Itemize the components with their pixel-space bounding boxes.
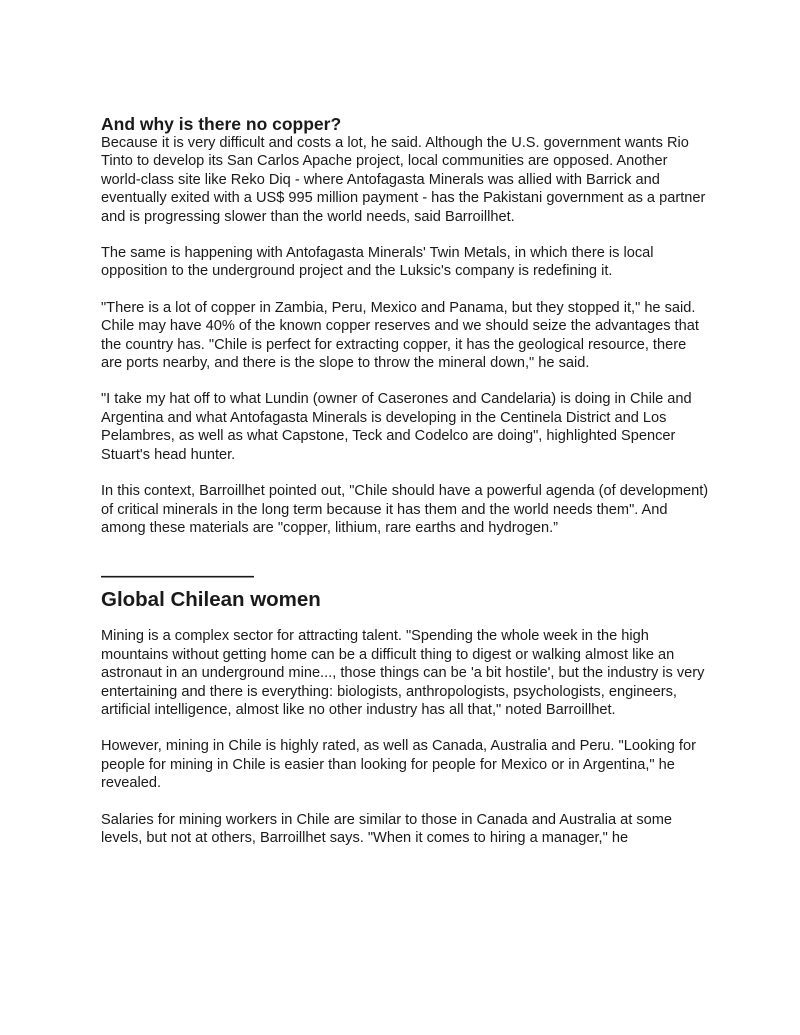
paragraph: Because it is very difficult and costs a lot, he said. Although the U.S. government wants Rio Tinto to develop its San Carlos Apache project, local communities are opposed. Another world-class site like Reko Diq - where Antofagasta Minerals was allied with Barrick and eventually exited with a US$ 995 million payment - has the Pakistani government as a partner and is progressing slower than the world needs, said Barroillhet. xyxy=(101,135,706,225)
paragraph: In this context, Barroillhet pointed out, "Chile should have a powerful agenda (of development) of critical minerals in the long term because it has them and the world needs them". And among these materials are "copper, lithium, rare earths and hydrogen.” xyxy=(101,483,709,536)
paragraph: "There is a lot of copper in Zambia, Peru, Mexico and Panama, but they stopped it," he said. xyxy=(101,299,696,316)
paragraph: Chile may have 40% of the known copper reserves and we should seize the advantages that the country has. "Chile is perfect for extracting copper, it has the geological resource, there are ports nearby, and there is the slope to throw the mineral down," he said. xyxy=(101,318,699,372)
paragraph: The same is happening with Antofagasta Minerals' Twin Metals, in which there is local opposition to the underground project and the Luksic's company is redefining it. xyxy=(101,245,654,280)
paragraph-gap xyxy=(101,719,711,737)
paragraph-gap xyxy=(101,372,711,390)
paragraph: Salaries for mining workers in Chile are similar to those in Canada and Australia at some levels, but not at others, Barroillhet says. "When it comes to hiring a manager," he xyxy=(101,811,673,846)
section-divider: ————————— xyxy=(101,566,254,586)
paragraph-gap xyxy=(101,464,711,482)
paragraph-gap xyxy=(101,281,711,299)
section-heading-women: Global Chilean women xyxy=(101,588,321,612)
paragraph-gap xyxy=(101,793,711,811)
paragraph-gap xyxy=(101,226,711,244)
paragraph: "I take my hat off to what Lundin (owner of Caserones and Candelaria) is doing in Chile and Argentina and what Antofagasta Minerals is developing in the Centinela District and Los Pelambres, as well as what Capstone, Teck and Codelco are doing", highlighted Spencer Stuart's head hunter. xyxy=(101,391,692,463)
paragraph: Mining is a complex sector for attracting talent. "Spending the whole week in the high mountains without getting home can be a difficult thing to digest or walking almost like an astronaut in an underground mine..., those things can be 'a bit hostile', but the industry is very entertaining and there is everything: biologists, anthropologists, psychologists, engineers, artificial intelligence, almost like no other industry has all that," noted Barroillhet. xyxy=(101,628,705,718)
paragraph: However, mining in Chile is highly rated, as well as Canada, Australia and Peru. "Looking for people for mining in Chile is easier than looking for people for Mexico or in Argentina," he revealed. xyxy=(101,738,696,792)
section-heading-copper: And why is there no copper? xyxy=(101,114,342,134)
document-page xyxy=(101,114,711,847)
